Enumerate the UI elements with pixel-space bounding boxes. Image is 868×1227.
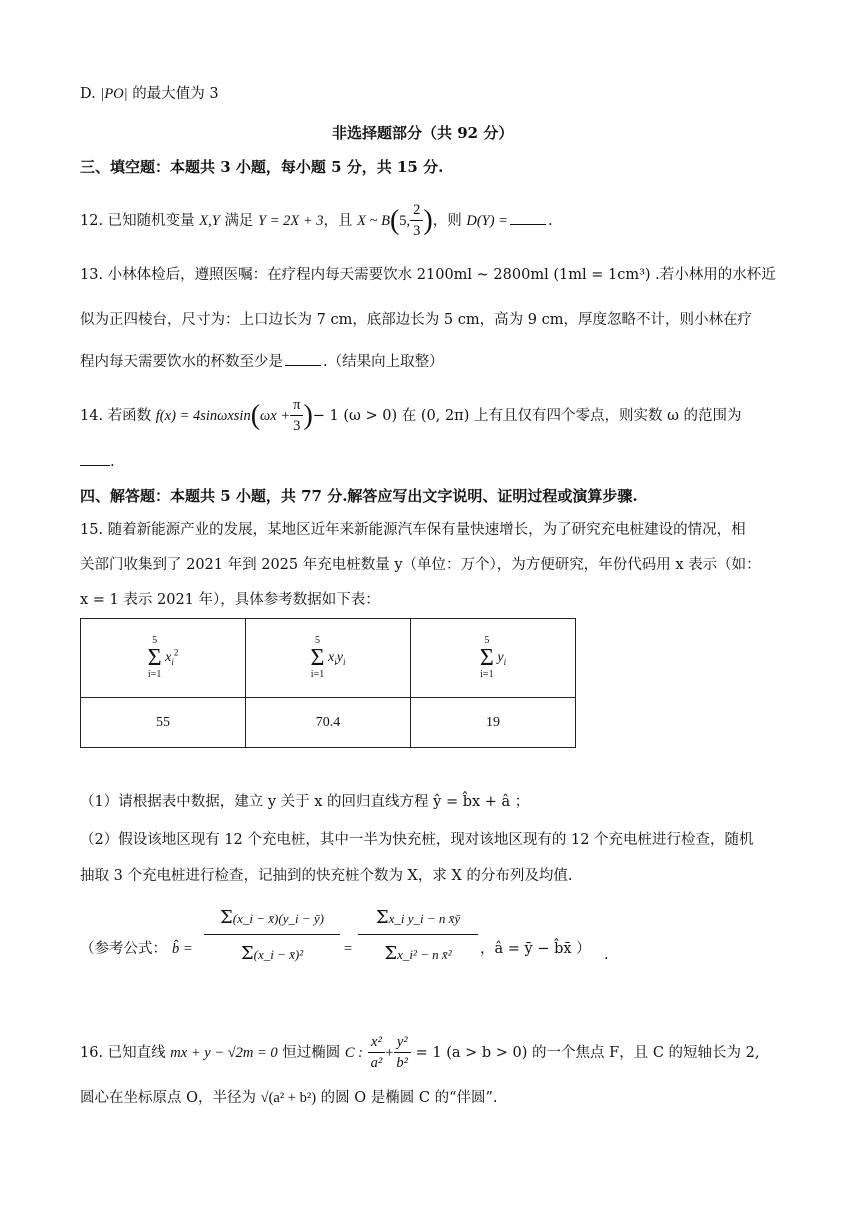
q14-pi-fraction: [290, 395, 303, 437]
q16-text-1b: 恒过椭圆: [282, 1044, 341, 1061]
q14-text: 若函数: [107, 407, 152, 424]
formula-fraction-1: [204, 905, 340, 966]
section3-heading: 三、填空题：本题共 3 小题，每小题 5 分，共 15 分.: [80, 158, 444, 176]
q13-text-3a: 程内每天需要饮水的杯数至少是: [80, 354, 283, 370]
exam-page: D. |PO| 的最大值为 3 非选择题部分（共 92 分） 三、填空题：本题共 3 小题，每小题 5 分，共 15 分. 12. 已知随机变量 X,Y 满足 Y = 2X + 3，且 X ~ B(5, $\frac{2}{3}$ )，则 D(Y) = . 13. 小林体检后，遵照医嘱：在疗程内每天需要饮水 2100ml ~ 2800ml (1ml = 1cm³) .若小林用的水杯近 似为正四棱台，尺寸为：上口边长为 7 cm，底部边长为 5 cm，高为 9 cm，厚度忽略不计，则小林在疗 程内每天需要饮水的杯数至少是 .（结果向上取整） 14. 若函数 f(x) = 4sinωxsin(ωx + $\frac{\pi}{3}$ )− 1 (ω > 0) 在 (0, 2π) 上有且仅有四个零点，则实数 ω 的范围为 . 四、解答题：本题共 5 小题，共 77 分.解答应写出文字说明、证明过程或演算步骤. 15. 随着新能源产业的发展，某地区近年来新能源汽车保有量快速增长，为了研究充电桩建设的情况，相 关部门收集到了 2021 年到 2025 年充电桩数量 y（单位：万个），为方便研究，年份代码用 x 表示（如： x = 1 表示 2021 年），具体参考数据如下表： 5 Σ i=1 $x_i^2$ 5 Σ i=1 $x_iy_i$ 5 Σ i=1 $y_i$ 55 70.4 19 （1）请根据表中数据，建立 y 关于 x 的回归直线方程 ŷ = b̂x + â ； （2）假设该地区现有 12 个充电桩，其中一半为快充桩，现对该地区现有的 12 个充电桩进行检查，随机 抽取 3 个充电桩进行检查，记抽到的快充桩个数为 X，求 X 的分布列及均值. （参考公式： b̂ = $\frac{\Sigma(x\_i - x̄)(y\_i - ȳ)}{\text{Σ(x\_i − x̄)²}}$ = $\frac{\text{Σx\_i y\_i − n x̄ȳ}}{\text{Σx\_i² − n x̄²}}$ ，â = ȳ − b̂x̄ ） . 16. 已知直线 mx + y − √2m = 0 恒过椭圆 C : $\frac{\text{x²}}{\text{a²}}$ + $\frac{\text{y²}}{\text{b²}}$ = 1 (a > b > 0) 的一个焦点 F，且 C 的短轴长为 2, 圆心在坐标原点 O，半径为 √(a² + b²) 的圆 O 是椭圆 C 的“伴圆”.: [0, 0, 868, 1227]
question-15-line-3: x = 1 表示 2021 年），具体参考数据如下表：: [80, 592, 380, 608]
table-cell: 55: [81, 698, 246, 748]
question-16-line-2: [80, 1088, 498, 1108]
q15-part-1: （1）请根据表中数据，建立 y 关于 x 的回归直线方程 ŷ = b̂x + â ；: [80, 794, 530, 810]
q12-equation: Y = 2X + 3: [258, 212, 324, 229]
table-cell: 19: [411, 698, 576, 748]
q13-number: 13.: [80, 267, 104, 283]
question-13-line-3: [80, 352, 444, 372]
formula-den-1-text: (x_i − x̄)²: [253, 947, 304, 963]
formula-num-1: Σ(x_i − x̄)(y_i − ȳ): [204, 905, 340, 935]
formula-den-2: Σx_i² − n x̄²: [384, 943, 452, 965]
sigma-symbol: 5 Σ i=1: [479, 635, 494, 680]
q14-three: 3: [293, 418, 301, 435]
option-text: 的最大值为 3: [132, 86, 219, 102]
table-header-cell: 5 Σ i=1 $x_i^2$: [81, 619, 246, 698]
q12-text4: ，则: [432, 212, 462, 229]
formula-den-2-text: x_i² − n x̄²: [397, 947, 452, 963]
q12-variance: D(Y) =: [466, 212, 508, 229]
q14-end: .: [110, 454, 115, 470]
q16-radius: √(a² + b²): [260, 1090, 317, 1106]
formula-num-1-text: (x_i − x̄)(y_i − ȳ): [232, 911, 324, 926]
q13-answer-blank: [285, 353, 321, 366]
question-15-line-2: 关部门收集到了 2021 年到 2025 年充电桩数量 y（单位：万个），为方便研究，年份代码用 x 表示（如：: [80, 557, 761, 573]
q14-argument: ωx +: [260, 407, 291, 424]
q12-fraction: [410, 200, 423, 242]
q12-end: .: [547, 212, 553, 229]
table-cell: 70.4: [246, 698, 411, 748]
formula-fraction-2: [358, 905, 478, 966]
q13-text-1: 小林体检后，遵照医嘱：在疗程内每天需要饮水 2100ml ~ 2800ml (1ml = 1cm³) .若小林用的水杯近: [107, 267, 776, 283]
q12-distribution: X ~ B: [357, 212, 390, 229]
q14-answer-blank: [80, 453, 110, 466]
q16-x-fraction: $\frac{\text{x²}}{\text{a²}}$: [368, 1032, 386, 1074]
q12-param-n: 5,: [399, 212, 411, 229]
q15-end: .: [604, 947, 609, 963]
q12-frac-den: 3: [413, 223, 421, 240]
q12-frac-num: 2: [410, 200, 423, 221]
q16-line-equation: mx + y − √2m = 0: [170, 1044, 278, 1061]
question-13-line-2: 似为正四棱台，尺寸为：上口边长为 7 cm，底部边长为 5 cm，高为 9 cm，厚度忽略不计，则小林在疗: [80, 312, 752, 328]
table-value-row: [81, 698, 576, 748]
header-term: y: [497, 650, 504, 666]
q13-text-3b: .（结果向上取整）: [323, 354, 444, 370]
option-expr: |PO|: [100, 86, 128, 102]
q15-part-2-line-2: 抽取 3 个充电桩进行检查，记抽到的快充桩个数为 X，求 X 的分布列及均值.: [80, 868, 573, 884]
q16-text-2a: 圆心在坐标原点 O，半径为: [80, 1090, 256, 1106]
q15-data-table: [80, 618, 576, 748]
q16-text-2b: 的圆 O 是椭圆 C 的“伴圆”.: [320, 1090, 498, 1106]
q14-text-2: − 1 (ω > 0) 在 (0, 2π) 上有且仅有四个零点，则实数 ω 的范围为: [312, 407, 742, 424]
table-header-cell: 5 Σ i=1 $x_iy_i$: [246, 619, 411, 698]
q12-text3: ，且: [323, 212, 353, 229]
table-header-row: [81, 619, 576, 698]
section-title: 非选择题部分（共 92 分）: [332, 124, 514, 142]
option-d: [80, 84, 219, 104]
table-header-cell: 5 Σ i=1 $y_i$: [411, 619, 576, 698]
formula-den-1: Σ(x_i − x̄)²: [240, 943, 304, 965]
q14-answer-line: [80, 452, 115, 472]
q14-number: 14.: [80, 407, 104, 424]
q12-vars: X,Y: [199, 212, 220, 229]
q12-text2: 满足: [224, 212, 254, 229]
formula-num-2-text: x_i y_i − n x̄ȳ: [388, 911, 461, 926]
header-term: x: [165, 650, 172, 666]
q16-text-1c: = 1 (a > b > 0) 的一个焦点 F，且 C 的短轴长为 2,: [415, 1044, 760, 1061]
q14-pi: π: [290, 395, 303, 416]
question-15-line-1: 15. 随着新能源产业的发展，某地区近年来新能源汽车保有量快速增长，为了研究充电桩建设的情况，相: [80, 522, 746, 538]
question-16-line-1: 16. 已知直线 mx + y − √2m = 0 恒过椭圆 C : $\frac{\text{x²}}{\text{a²}}$ + $\frac{\text{y²}}{\text{b²}}$ = 1 (a > b > 0) 的一个焦点 F，且 C 的短轴长为 2,: [80, 1032, 759, 1074]
q16-y-fraction: $\frac{\text{y²}}{\text{b²}}$: [393, 1032, 411, 1074]
header-term: x: [328, 650, 335, 666]
question-13-line-1: [80, 265, 776, 285]
question-12: 12. 已知随机变量 X,Y 满足 Y = 2X + 3，且 X ~ B(5, $\frac{2}{3}$ )，则 D(Y) = .: [80, 200, 553, 242]
formula-num-2: Σx_i y_i − n x̄ȳ: [358, 905, 478, 935]
sigma-symbol: 5 Σ i=1: [147, 635, 162, 680]
section4-heading: 四、解答题：本题共 5 小题，共 77 分.解答应写出文字说明、证明过程或演算步骤.: [80, 487, 638, 505]
question-14: 14. 若函数 f(x) = 4sinωxsin(ωx + $\frac{\pi}{3}$ )− 1 (ω > 0) 在 (0, 2π) 上有且仅有四个零点，则实数 ω 的范围为: [80, 395, 742, 437]
q16-text-1a: 16. 已知直线: [80, 1044, 166, 1061]
a-hat: ，â = ȳ − b̂x̄ ）: [480, 941, 591, 957]
q14-function: f(x) = 4sinωxsin: [155, 407, 251, 424]
q12-number: 12.: [80, 212, 104, 229]
q16-ellipse-name: C :: [344, 1044, 364, 1061]
option-label: D.: [80, 86, 96, 102]
sigma-symbol: 5 Σ i=1: [310, 635, 325, 680]
q12-answer-blank: [510, 212, 546, 225]
q12-text: 已知随机变量: [107, 212, 195, 229]
b-hat: b̂ =: [172, 941, 193, 957]
q15-part-2-line-1: （2）假设该地区现有 12 个充电桩，其中一半为快充桩，现对该地区现有的 12 个充电桩进行检查，随机: [80, 832, 754, 848]
ref-label: （参考公式：: [80, 941, 167, 957]
